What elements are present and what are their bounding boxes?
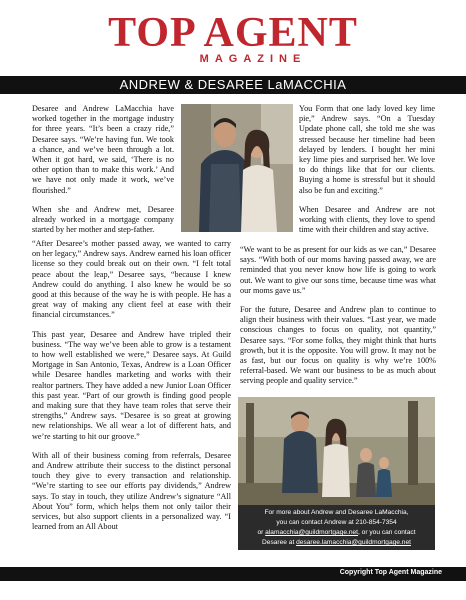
magazine-logo-subtitle: MAGAZINE bbox=[199, 53, 307, 65]
article-paragraph: You Form that one lady loved key lime pie,” Andrew says. “On a Tuesday Update phone call, she told me she was stressed because her timeline had been delayed by lenders. I bought her mini key lime pies and surprised her. We love to do things like that for our clients. Buying a home is stressful but it should also be fun and exciting.” bbox=[299, 104, 435, 195]
article-column-right-top bbox=[299, 104, 435, 244]
family-illustration bbox=[238, 397, 435, 505]
desaree-email-link[interactable]: desaree.lamacchia@guildmortgage.net bbox=[296, 539, 411, 546]
family-photo bbox=[238, 397, 435, 505]
article-paragraph: “After Desaree’s mother passed away, we wanted to carry on her legacy,” Andrew says. Andrew earned his loan officer license so they could break out on their own. “I felt total peace about the leap,” Desaree says, “because I knew Andrew could do anything. I also knew he would be so good at this because of the way he is with people. He has a great way of making any client feel at ease with their financial circumstances.” bbox=[32, 239, 231, 320]
contact-caption bbox=[238, 505, 435, 550]
article-paragraph: Desaree and Andrew LaMacchia have worked together in the mortgage industry for three years. “It’s been a crazy ride,” Desaree says. “We’re having fun. We took a chance, and we’ve been through a lot. When it got hard, we said, ‘There is no other option than to make this work.’ And we have not only made it work, we’ve flourished.” bbox=[32, 104, 174, 195]
andrew-email-link[interactable]: alamacchia@guildmortgage.net bbox=[265, 529, 358, 536]
article-paragraph: When she and Andrew met, Desaree already worked in a mortgage company started by her mother and step-father. bbox=[32, 204, 174, 235]
article-paragraph: “We want to be as present for our kids as we can,” Desaree says. “With both of our moms having passed away, we are reminded that you never know how life is going to work out. We want to give our sons time, because time was what our moms gave us.” bbox=[240, 245, 436, 295]
article-paragraph: When Desaree and Andrew are not working with clients, they love to spend time with their children and stay active. bbox=[299, 204, 435, 235]
caption-line: Desaree at desaree.lamacchia@guildmortgage.net bbox=[262, 539, 411, 546]
article-paragraph: With all of their business coming from referrals, Desaree and Andrew attribute their success to the distinct personal touch they give to every transaction and relationship. “We’re starting to see our efforts pay dividends,” Andrew says. To stay in touch, they utilize Andrew’s signature “All About You” form, which helps them not only tailor their services, but also support clients in a personalized way. “I learned from an All About bbox=[32, 450, 231, 532]
article-paragraph: For the future, Desaree and Andrew plan to continue to align their business with their values. “Last year, we made conscious changes to focus on quality, not quantity,” Desaree says. “For some folks, they might think that hurts growth, but it is the opposite. You will grow. It may not be as fast, but our focus on quality is why we’re 100% referral-based. We want our business to be as much about serving people and quality service.” bbox=[240, 305, 436, 386]
masthead bbox=[0, 0, 466, 76]
article-column-left-top bbox=[32, 104, 174, 244]
agents-portrait-photo bbox=[181, 104, 293, 232]
caption-line: For more about Andrew and Desaree LaMacchia, bbox=[264, 509, 409, 516]
article-column-left bbox=[32, 239, 231, 541]
agent-name-banner: ANDREW & DESAREE LaMACCHIA bbox=[0, 76, 466, 94]
portrait-illustration bbox=[181, 104, 293, 232]
article-paragraph: This past year, Desaree and Andrew have tripled their business. “The way we’ve been able to grow is a testament to how well established we were,” Desaree says. At Guild Mortgage in San Antonio, Texas, Andrew is a Loan Officer while Desaree handles marketing and works with their realtor partners. They have added a new Junior Loan Officer this past year. “Part of our growth is finding good people and making sure that they have team roles that serve their strengths,” Andrew says. “Desaree is so great at growing new relationships. We all wear a lot of different hats, and we’re starting to hit our groove.” bbox=[32, 329, 231, 441]
caption-line: you can contact Andrew at 210-854-7354 bbox=[276, 519, 397, 526]
magazine-logo-title: TOP AGENT bbox=[108, 10, 358, 56]
article-column-right bbox=[240, 245, 436, 396]
copyright-text: Copyright Top Agent Magazine bbox=[339, 569, 442, 576]
caption-line: or alamacchia@guildmortgage.net, or you can contact bbox=[257, 529, 416, 536]
